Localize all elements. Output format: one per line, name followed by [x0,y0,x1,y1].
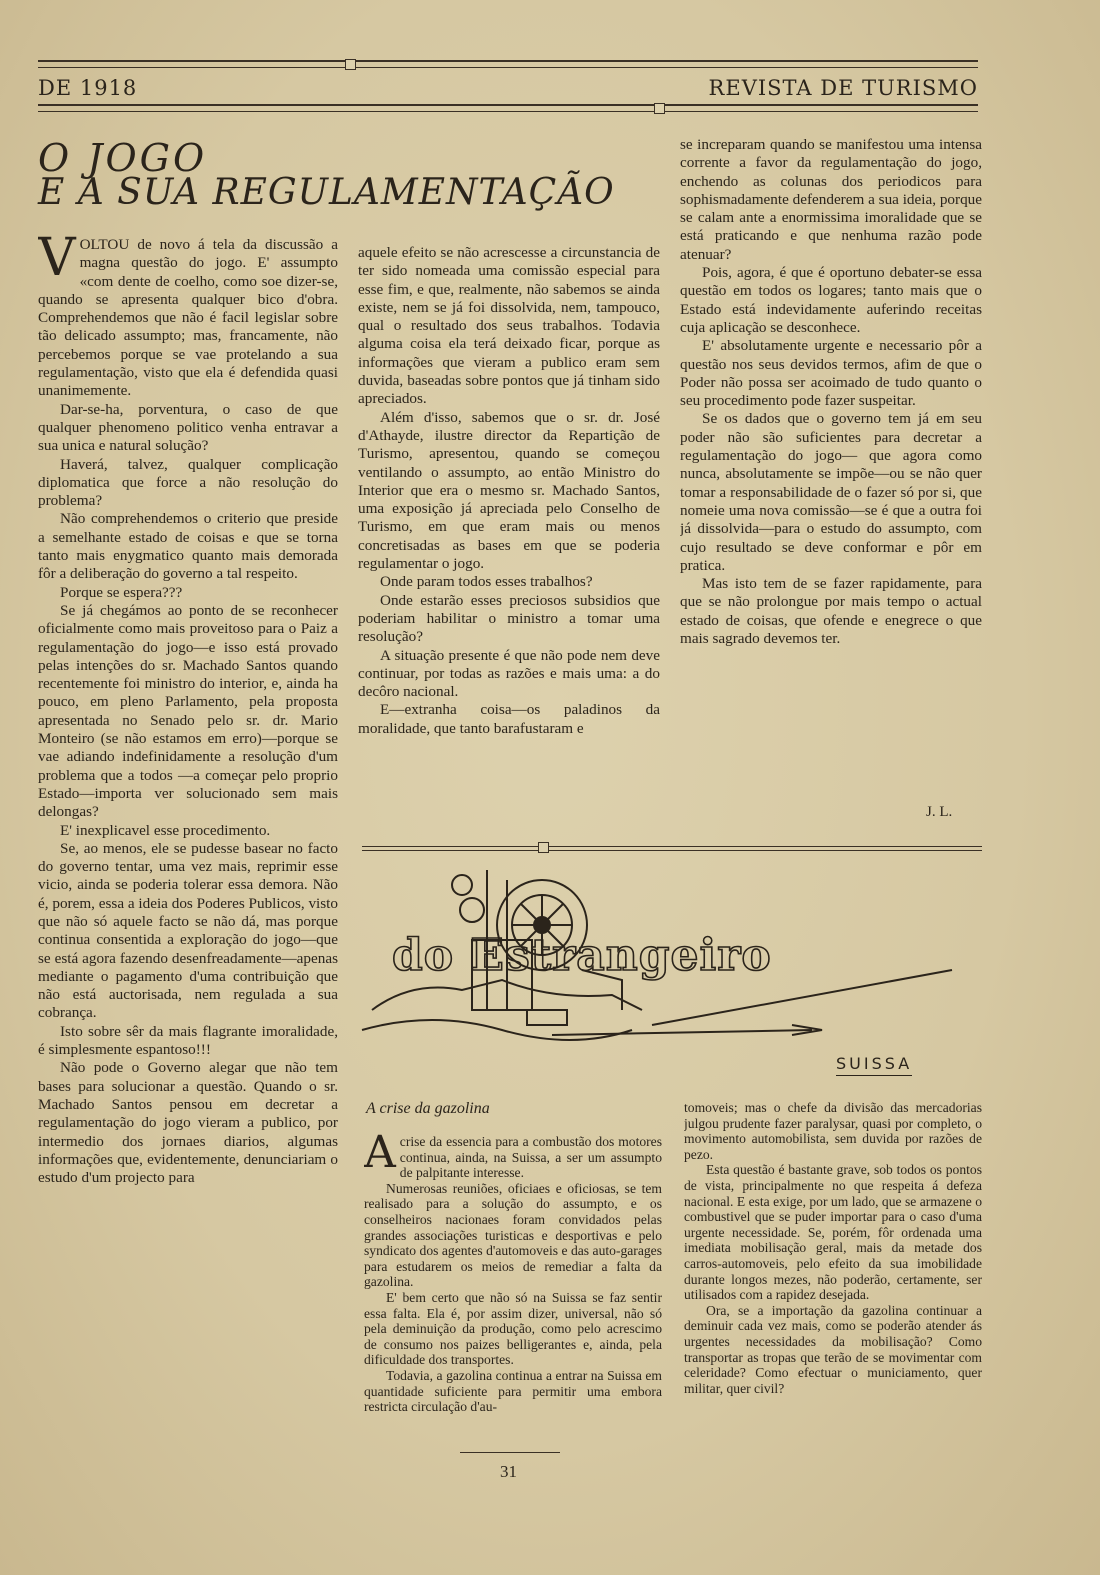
paragraph: Além d'isso, sabemos que o sr. dr. José d'Athayde, ilustre director da Repartição de Turismo, apresentou, quando se começou ventilando o assumpto, ao então Ministro do Interior que era o mesmo sr. Machado Santos, uma exposição já apreciada pelo Conselho de Turismo, em que eram mais ou menos concretisadas as bases em que se poderia regulamentar o jogo. [358,408,660,573]
paragraph: Dar-se-ha, porventura, o caso de que qualquer phenomeno politico venha entravar a sua unica e natural solução? [38,400,338,455]
paragraph: Não comprehendemos o criterio que preside a semelhante estado de coisas e que se torna tanto mais enygmatico quanto mais demorada fôr a deliberação do governo a tal respeito. [38,510,338,583]
paragraph: Todavia, a gazolina continua a entrar na Suissa em quantidade suficiente para permitir uma embora restricta circulação d'au- [364,1367,662,1415]
paragraph: Se, ao menos, ele se pudesse basear no facto do governo tentar, uma vez mais, reprimir esse vicio, ainda se poderia tolerar essa demora. Não é, porem, essa a ideia dos Poderes Publicos, visto que não só aquele facto se não dá, mas porque continua consentida a exploração do jogo—que se está agora fazendo desenfreadamente—apenas mediante o pagamento d'uma contribuição que não está auctorisada, nem regulada a sua cobrança. [38,839,338,1022]
paragraph: OLTOU de novo á tela da discussão a magna questão do jogo. E' assumpto «com dente de coelho, como soe dizer-se, quando se apresenta qualquer bico d'obra. Comprehendemos que não é facil legislar sobre tão delicado assumpto; mas, francamente, não percebemos porque se vae protelando a sua regulamentação, visto que ela é defendida quasi unanimemente. [38,236,338,400]
article1-column-3 [680,136,982,796]
article-signature: J. L. [926,804,953,820]
paragraph: Onde param todos esses trabalhos? [380,573,593,591]
header-magazine-title: REVISTA DE TURISMO [708,76,978,100]
header-top-rule [38,60,978,68]
header-bottom-rule [38,104,978,112]
section-subtitle: A crise da gazolina [366,1100,490,1117]
paragraph: Não pode o Governo alegar que não tem bases para solucionar a questão. Quando o sr. Machado Santos pensou em decretar a regulamentação do jogo vieram a publico, por intermedio dos jornaes diarios, algumas informações que, evidentemente, denunciariam o estudo d'um projecto para [38,1059,338,1187]
banner-text: do Estrangeiro [392,930,772,981]
paragraph: Porque se espera??? [60,583,183,601]
paragraph: Numerosas reuniões, oficiaes e oficiosas, se tem realisado para a solução do assumpto, e os conselheiros nacionaes foram convidados pelas grandes associações turisticas e desportivas e pelo syndicato dos agentes d'automoveis e das auto-garages para estudarem os meios de remediar a falta da gazolina. [364,1180,662,1290]
section2-column-1 [364,1134,662,1449]
paragraph: Esta questão é bastante grave, sob todos os pontos de vista, principalmente no que respeita á defeza nacional. E esta exige, por um lado, que se armazene o combustivel que se puder importar para o caso d'uma urgente necessidade. Se, porém, fôr ordenada uma imediata mobilisação geral, mais da metade dos carros-automoveis, pelo efeito da sua imobilidade durante longos mezes, não poderão, certamente, ser utilisados com a rapidez desejada. [684,1162,982,1303]
paragraph: Haverá, talvez, qualquer complicação diplomatica que force a não resolução do problema? [38,455,338,510]
article-title-line1: O JOGO [38,136,208,180]
dropcap-letter: A [364,1134,396,1178]
paragraph: E' absolutamente urgente e necessario pôr a questão nos seus devidos termos, afim de que o Poder não possa ser acoimado de tudo quanto o seu procedimento pode fazer suspeitar. [680,337,982,410]
paragraph: se increparam quando se manifestou uma intensa corrente a favor da regulamentação do jogo, enchendo as colunas dos periodicos para sophismadamente defenderem a sua ideia, porque se calam ante a enormissima imoralidade que se está praticando e que nenhuma razão pode atenuar? [680,136,982,263]
paragraph: tomoveis; mas o chefe da divisão das mercadorias julgou prudente fazer paralysar, quasi por completo, o movimento automobilista, sem duvida por razões de pezo. [684,1100,982,1162]
country-heading: SUISSA [836,1054,912,1076]
paragraph: Isto sobre sêr da mais flagrante imoralidade, é simplesmente espantoso!!! [38,1022,338,1059]
paragraph: E—extranha coisa—os paladinos da moralidade, que tanto barafustaram e [358,701,660,737]
article1-column-1 [38,236,338,1246]
dropcap-letter: V [38,236,76,288]
section2-column-2 [684,1100,982,1440]
paragraph: E' inexplicavel esse procedimento. [60,821,271,839]
paragraph: aquele efeito se não acrescesse a circunstancia de ter sido nomeada uma comissão especial para esse fim, e que, realmente, não sabemos se ainda existe, nem se já foi dissolvida, nem, tampouco, qual o resultado dos seus trabalhos. Todavia alguma coisa ela terá deixado ficar, porque as informações que vieram a publico eram sem duvida, baseadas sobre pontos que já tinham sido apreciados. [358,244,660,408]
paragraph: Se os dados que o governo tem já em seu poder não são suficientes para decretar a regulamentação do jogo— que agora como nunca, absolutamente se impõe—ou se não quer tomar a responsabilidade de o fazer só por si, que nomeie uma nova comissão—se é que a outra foi já dissolvida—para o estudo do assumpto, com cujo resultado se deve conformar e pôr em pratica. [680,410,982,574]
article1-column-2 [358,244,660,824]
footer-rule [460,1452,560,1453]
paragraph: Mas isto tem de se fazer rapidamente, para que se não prolongue por mais tempo o actual estado de coisas, que ofende e enegrece o que mais sagrado devemos ter. [680,575,982,648]
paragraph: Se já chegámos ao ponto de se reconhecer oficialmente como mais proveitoso para o Paiz a regulamentação do jogo—e isso está provado pelas intenções do sr. Machado Santos quando recentemente foi ministro do interior, e, ainda ha pouco, em pleno Parlamento, pela proposta apresentada no Senado pelo sr. dr. Mario Monteiro (se não estamos em erro)—porque se vae adiando indefinidamente a resolução d'um problema que a todos —a começar pelo proprio Estado—importa ver solucionado sem mais delongas? [38,601,338,821]
header-date: DE 1918 [38,76,138,100]
paragraph: Onde estarão esses preciosos subsidios que poderiam habilitar o ministro a tomar uma resolução? [358,591,660,646]
article-title-line2: E A SUA REGULAMENTAÇÃO [38,172,615,213]
header-rule-ornament [345,59,356,70]
page-number: 31 [500,1462,517,1481]
estrangeiro-banner-illustration [352,860,977,1065]
section-divider-rule [362,846,982,851]
paragraph: crise da essencia para a combustão dos motores continua, ainda, na Suissa, a ser um assumpto de palpitante interesse. [399,1134,662,1181]
section-divider-ornament [538,842,549,853]
paragraph: Pois, agora, é que é oportuno debater-se essa questão em todos os logares; tanto mais que o Estado está indevidamente auferindo receitas cuja aplicação se desconhece. [680,264,982,336]
paragraph: A situação presente é que não pode nem deve continuar, por todas as razões e mais uma: a do decôro nacional. [358,646,660,701]
paragraph: E' bem certo que não só na Suissa se faz sentir essa falta. Ela é, por assim dizer, universal, não só pela deminuição da produção, como pelo acrescimo de consumo nos paizes belligerantes e, ainda, pela dificuldade dos transportes. [364,1289,662,1368]
header-rule-ornament [654,103,665,114]
paragraph: Ora, se a importação da gazolina continuar a deminuir cada vez mais, como se poderão atender ás urgentes necessidades da mobilisação? Como transportar as tropas que terão de se movimentar com celeridade? Como efectuar o municiamento, quer militar, quer civil? [684,1302,982,1396]
